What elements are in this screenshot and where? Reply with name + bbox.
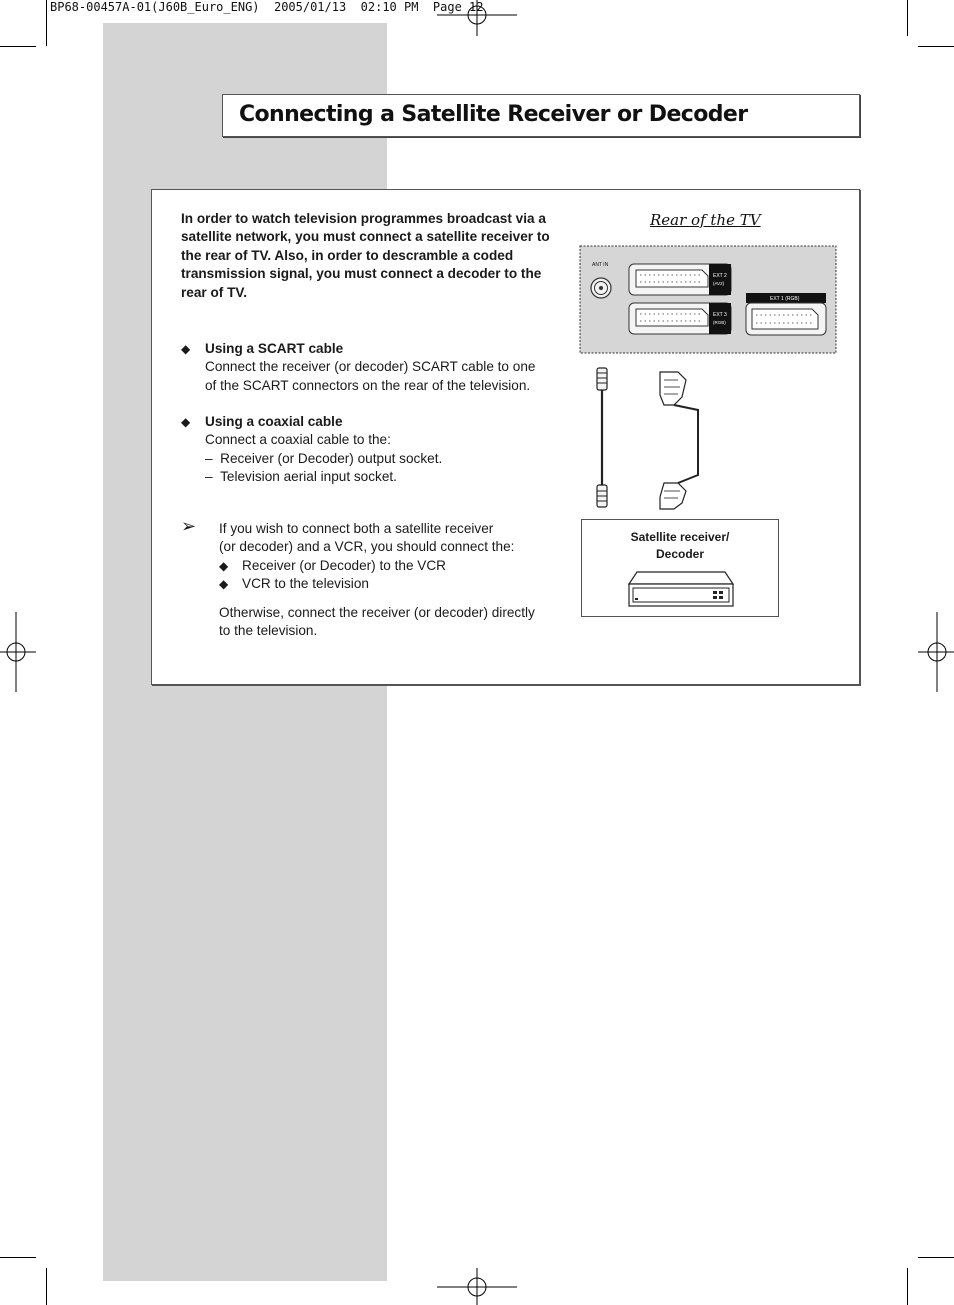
tip-bullet-text: Receiver (or Decoder) to the VCR [242,557,446,573]
tip-other-line: Otherwise, connect the receiver (or decoder) directly [219,604,535,620]
ext3-label: EXT 3 [713,312,727,318]
arrow-icon: ➢ [181,516,197,536]
registration-mark-left [0,612,36,692]
ant-in-label: ANT IN [592,262,609,268]
dash-symbol: – [205,450,213,466]
content-box [151,189,860,685]
section-line: of the SCART connectors on the rear of the television. [205,377,531,393]
dash-item [205,468,561,486]
tip-other [219,604,561,641]
bullet-icon: ◆ [181,342,191,356]
section-coaxial [181,413,561,487]
tv-rear-diagram [578,245,840,515]
intro-paragraph: In order to watch television programmes broadcast via a satellite network, you must connect a satellite receiver to the rear of TV. Also, in order to descramble a coded transmission signal, you must connect a decoder to the rear of TV. [181,211,550,300]
tip-note [181,516,561,640]
tip-bullet-text: VCR to the television [242,576,369,592]
rear-of-tv-label: Rear of the TV [650,211,761,229]
dash-text: Television aerial input socket. [220,469,397,485]
satellite-receiver-icon [627,570,735,610]
receiver-label-line: Satellite receiver/ [630,530,730,544]
registration-mark-right [918,612,954,692]
tip-line: (or decoder) and a VCR, you should connect the: [219,539,515,555]
receiver-label [582,529,778,563]
tip-bullet [219,557,561,575]
tip-bullet [219,575,561,593]
tip-line: If you wish to connect both a satellite receiver [219,521,494,536]
section-line: Connect a coaxial cable to the: [205,432,391,448]
bullet-icon: ◆ [219,558,229,573]
scart-cable-icon [660,372,698,509]
print-header: BP68-00457A-01(J60B_Euro_ENG) 2005/01/13 02:10 PM Page 12 [50,0,484,14]
bullet-icon: ◆ [219,577,229,592]
section-line: Connect the receiver (or decoder) SCART cable to one [205,359,536,375]
satellite-receiver-box [581,519,779,617]
title-box [222,94,860,137]
ext3-sub-label: (RGB) [713,320,726,325]
section-title: Using a SCART cable [205,341,344,356]
coaxial-cable-icon [597,368,607,507]
dash-item [205,450,561,468]
tip-other-line: to the television. [219,623,318,639]
ext2-label: EXT 2 [713,273,727,279]
registration-mark-top [437,0,517,36]
ext1-label: EXT 1 (RGB) [770,296,800,302]
bullet-icon: ◆ [181,415,191,429]
registration-mark-bottom [437,1268,517,1305]
dash-text: Receiver (or Decoder) output socket. [220,450,443,466]
dash-symbol: – [205,469,213,485]
section-scart [181,340,561,395]
section-title: Using a coaxial cable [205,414,343,429]
page-title: Connecting a Satellite Receiver or Decoder [239,102,748,127]
ext2-sub-label: (AV2) [713,281,725,286]
receiver-label-line: Decoder [655,547,705,561]
